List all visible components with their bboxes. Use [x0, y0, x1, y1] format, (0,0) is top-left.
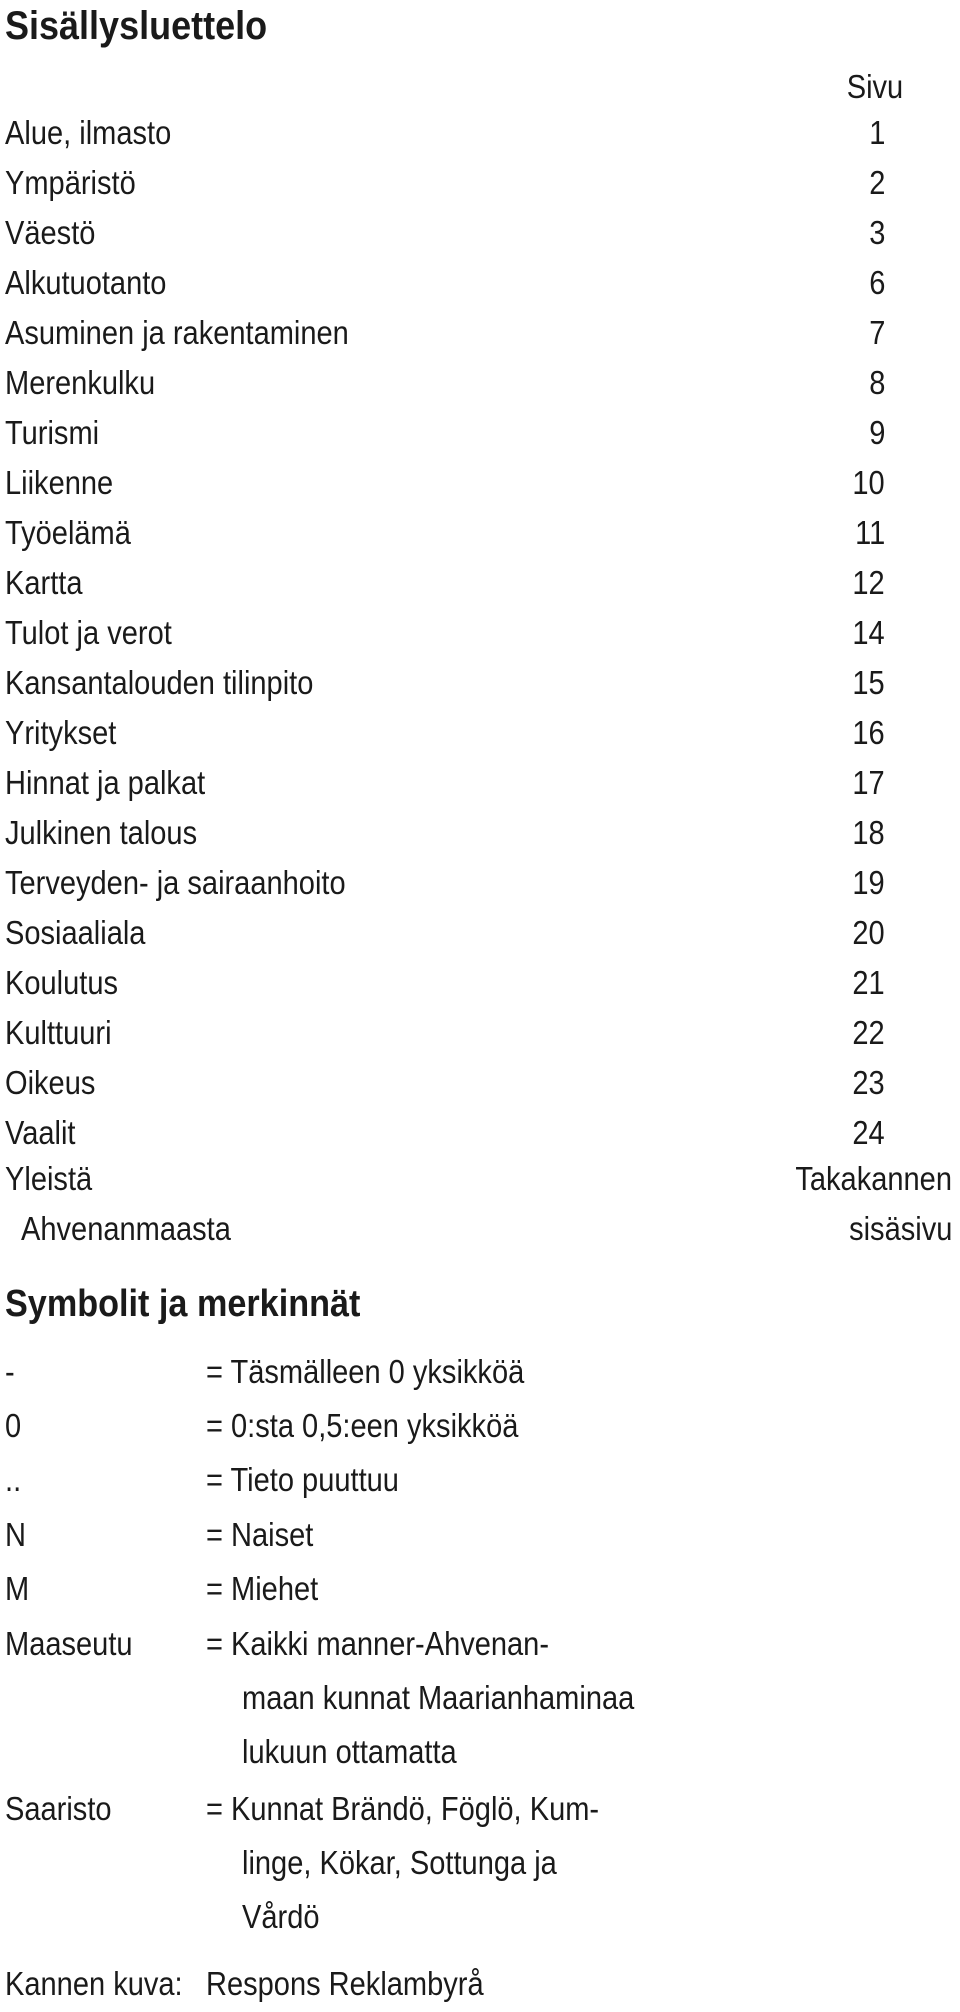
toc-entry — [5, 114, 885, 154]
toc-entry-label: Hinnat ja palkat — [5, 764, 206, 801]
toc-entry — [5, 364, 885, 404]
toc-entry-label: Asuminen ja rakentaminen — [5, 314, 349, 351]
symbol-meaning-cont: lukuun ottamatta — [242, 1733, 457, 1770]
toc-entry — [5, 1114, 885, 1154]
toc-entry-page: 20 — [852, 914, 885, 951]
toc-entry — [5, 964, 885, 1004]
toc-entry — [5, 864, 885, 904]
toc-entry — [5, 564, 885, 604]
toc-entry-label-cont: Ahvenanmaasta — [21, 1210, 231, 1247]
toc-entry-label: Sosiaaliala — [5, 914, 146, 951]
symbol-meaning: = Miehet — [206, 1570, 319, 1607]
toc-entry — [5, 514, 885, 554]
toc-entry-page: 7 — [868, 314, 885, 351]
toc-entry-page: 22 — [852, 1014, 885, 1051]
toc-title: Sisällysluettelo — [5, 4, 268, 48]
toc-entry — [5, 714, 885, 754]
toc-entry-label: Ympäristö — [5, 164, 136, 201]
symbol-key: 0 — [5, 1407, 22, 1444]
toc-entry-page: 12 — [852, 564, 885, 601]
toc-entry-label: Yleistä — [5, 1160, 93, 1197]
symbol-key: Saaristo — [5, 1790, 112, 1827]
toc-entry-label: Julkinen talous — [5, 814, 198, 851]
toc-entry-label: Kansantalouden tilinpito — [5, 664, 314, 701]
toc-entry-page: 14 — [852, 614, 885, 651]
toc-entry-page-cont: sisäsivu — [848, 1210, 952, 1247]
toc-entry-page: 11 — [854, 514, 885, 551]
toc-entry — [5, 314, 885, 354]
symbol-meaning-cont: maan kunnat Maarianhaminaa — [242, 1679, 635, 1716]
symbol-meaning: = 0:sta 0,5:een yksikköä — [206, 1407, 519, 1444]
toc-entry-page: 24 — [852, 1114, 885, 1151]
page-column-header: Sivu — [846, 68, 903, 105]
toc-entry — [5, 464, 885, 504]
symbol-key: - — [5, 1353, 15, 1390]
toc-entry-page: 3 — [868, 214, 885, 251]
toc-entry-page: 9 — [868, 414, 885, 451]
toc-entry-label: Vaalit — [5, 1114, 76, 1151]
toc-entry — [5, 764, 885, 804]
toc-entry — [5, 914, 885, 954]
symbol-key: N — [5, 1516, 26, 1553]
toc-entry-page: 2 — [868, 164, 885, 201]
symbol-meaning: = Täsmälleen 0 yksikköä — [206, 1353, 525, 1390]
symbol-key: .. — [5, 1461, 22, 1498]
toc-entry — [5, 1064, 885, 1104]
toc-entry-label: Merenkulku — [5, 364, 156, 401]
toc-entry-page: 1 — [868, 114, 885, 151]
cover-value: Respons Reklambyrå — [206, 1965, 484, 2002]
toc-entry-label: Koulutus — [5, 964, 119, 1001]
toc-entry-label: Kulttuuri — [5, 1014, 112, 1051]
symbol-meaning: = Tieto puuttuu — [206, 1461, 399, 1498]
toc-entry-label: Väestö — [5, 214, 96, 251]
symbol-key: M — [5, 1570, 30, 1607]
toc-entry-page: Takakannen — [795, 1160, 952, 1197]
symbol-meaning-cont: Vårdö — [242, 1898, 320, 1935]
symbols-title: Symbolit ja merkinnät — [5, 1283, 361, 1325]
toc-entry — [5, 614, 885, 654]
toc-entry — [5, 164, 885, 204]
toc-entry-label: Alue, ilmasto — [5, 114, 172, 151]
symbol-meaning: = Naiset — [206, 1516, 314, 1553]
toc-entry — [5, 664, 885, 704]
toc-entry-label: Oikeus — [5, 1064, 96, 1101]
toc-entry-label: Turismi — [5, 414, 100, 451]
symbol-key: Maaseutu — [5, 1625, 133, 1662]
toc-entry-page: 8 — [868, 364, 885, 401]
toc-entry-page: 10 — [852, 464, 885, 501]
toc-entry — [5, 264, 885, 304]
toc-entry-label: Työelämä — [5, 514, 131, 551]
toc-entry — [5, 814, 885, 854]
toc-entry-page: 15 — [852, 664, 885, 701]
toc-entry — [5, 214, 885, 254]
toc-entry-label: Yritykset — [5, 714, 117, 751]
toc-entry-page: 19 — [852, 864, 885, 901]
toc-entry-page: 21 — [852, 964, 885, 1001]
toc-entry — [5, 1014, 885, 1054]
toc-entry-label: Tulot ja verot — [5, 614, 172, 651]
symbol-meaning: = Kunnat Brändö, Föglö, Kum- — [206, 1790, 600, 1827]
toc-entry-label: Terveyden- ja sairaanhoito — [5, 864, 346, 901]
toc-entry — [5, 414, 885, 454]
toc-entry-label: Alkutuotanto — [5, 264, 167, 301]
symbol-meaning: = Kaikki manner-Ahvenan- — [206, 1625, 550, 1662]
toc-entry-label: Liikenne — [5, 464, 114, 501]
toc-entry-page: 17 — [852, 764, 885, 801]
toc-entry-page: 6 — [868, 264, 885, 301]
toc-entry-page: 18 — [852, 814, 885, 851]
cover-label: Kannen kuva: — [5, 1965, 183, 2002]
toc-entry-label: Kartta — [5, 564, 83, 601]
toc-entry-page: 23 — [852, 1064, 885, 1101]
symbol-meaning-cont: linge, Kökar, Sottunga ja — [242, 1844, 557, 1881]
toc-entry-page: 16 — [852, 714, 885, 751]
